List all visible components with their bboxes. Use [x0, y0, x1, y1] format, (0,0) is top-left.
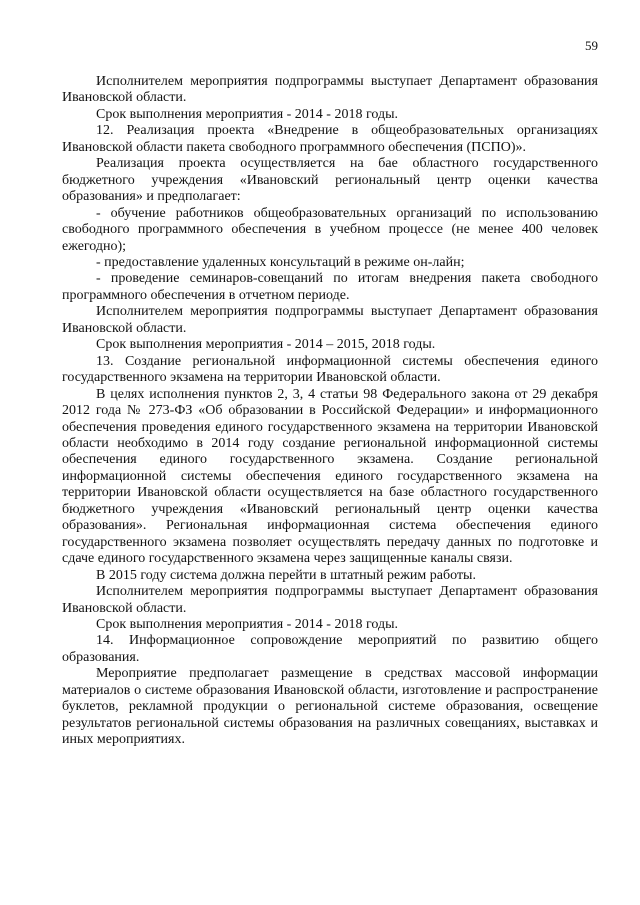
paragraph-item-12-body: Реализация проекта осуществляется на бае областного государственного бюджетного учреждения «Ивановский региональный центр оценки качества образования» и предполагает:	[62, 156, 598, 205]
paragraph-bullet-consultations: - предоставление удаленных консультаций в режиме он-лайн;	[96, 254, 465, 270]
paragraph-item-14-heading: 14. Информационное сопровождение мероприятий по развитию общего образования.	[62, 633, 598, 665]
paragraph-item-12-heading: 12. Реализация проекта «Внедрение в общеобразовательных организациях Ивановской области пакета свободного программного обеспечения (ПСПО)».	[62, 123, 598, 155]
paragraph-deadline-2: Срок выполнения мероприятия - 2014 – 2015, 2018 годы.	[96, 337, 436, 353]
page-number: 59	[585, 38, 598, 53]
paragraph-executor-3: Исполнителем мероприятия подпрограммы выступает Департамент образования Ивановской области.	[62, 584, 598, 616]
page-content	[62, 74, 598, 749]
paragraph-executor-2: Исполнителем мероприятия подпрограммы выступает Департамент образования Ивановской области.	[62, 304, 598, 336]
paragraph-bullet-seminars: - проведение семинаров-совещаний по итогам внедрения пакета свободного программного обеспечения в отчетном периоде.	[62, 271, 598, 303]
paragraph-deadline-3: Срок выполнения мероприятия - 2014 - 2018 годы.	[96, 616, 398, 632]
paragraph-item-14-body: Мероприятие предполагает размещение в средствах массовой информации материалов о системе образования Ивановской области, изготовление и распространение буклетов, рекламной продукции о региональной системе образования, освещение результатов региональной системы образования на различных совещаниях, выставках и иных мероприятиях.	[62, 666, 598, 748]
paragraph-bullet-training: - обучение работников общеобразовательных организаций по использованию свободного программного обеспечения в учебном процессе (не менее 400 человек ежегодно);	[62, 205, 598, 254]
paragraph-executor-1: Исполнителем мероприятия подпрограммы выступает Департамент образования Ивановской области.	[62, 74, 598, 106]
paragraph-item-13-heading: 13. Создание региональной информационной системы обеспечения единого государственного экзамена на территории Ивановской области.	[62, 353, 598, 386]
paragraph-item-13-schedule: В 2015 году система должна перейти в штатный режим работы.	[96, 567, 476, 583]
paragraph-item-13-body: В целях исполнения пунктов 2, 3, 4 статьи 98 Федерального закона от 29 декабря 2012 года № 273-ФЗ «Об образовании в Российской Федерации» и информационного обеспечения проведения единого государственного экзамена на территории Ивановской области необходимо в 2014 году создание региональной информационной системы обеспечения единого государственного экзамена. Создание региональной информационной системы обеспечения единого государственного экзамена на территории Ивановской области осуществляется на базе областного государственного бюджетного учреждения «Ивановский региональный центр оценки качества образования». Региональная информационная система обеспечения единого государственного экзамена позволяет осуществлять передачу данных по подготовке и сдаче единого государственного экзамена через защищенные каналы связи.	[62, 386, 598, 567]
paragraph-deadline-1: Срок выполнения мероприятия - 2014 - 2018 годы.	[96, 106, 398, 122]
